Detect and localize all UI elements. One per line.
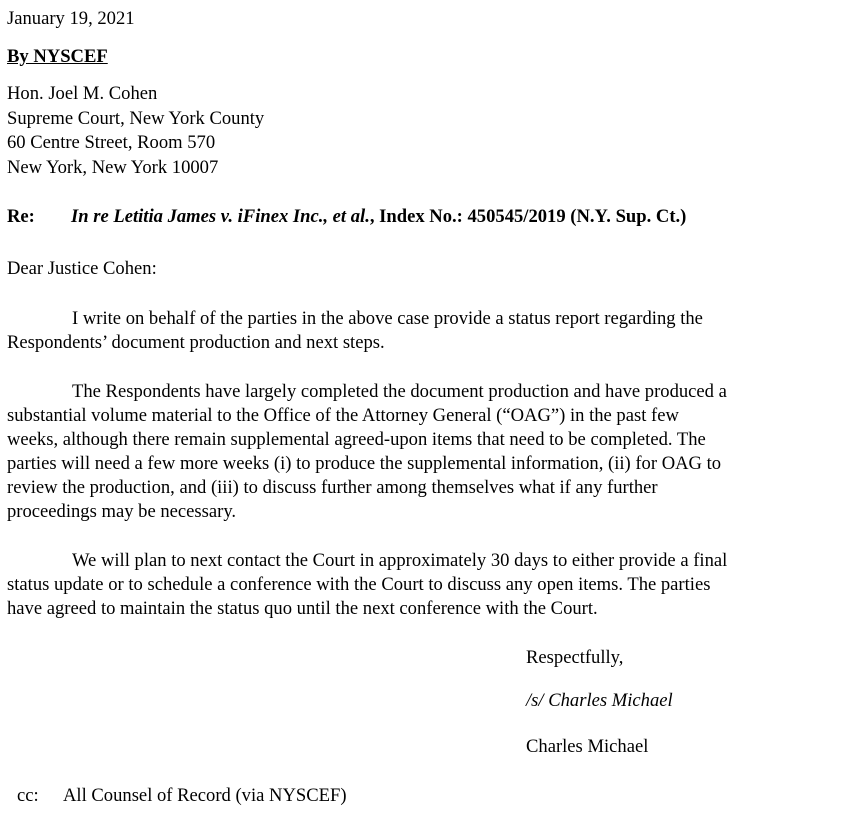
delivery-method: By NYSCEF [7,46,108,67]
body-paragraph [7,307,841,355]
recipient-name: Hon. Joel M. Cohen [7,83,158,104]
recipient-city: New York, New York 10007 [7,156,219,178]
paragraph-line: substantial volume material to the Office of the Attorney General (“OAG”) in the past few [7,405,679,426]
recipient-court: Supreme Court, New York County [7,107,265,129]
re-label: Re: [7,206,35,227]
paragraph-line: The Respondents have largely completed the document production and have produced a [72,381,727,402]
cc-label: cc: [17,785,39,806]
body-paragraph [7,380,841,524]
paragraph-line: I write on behalf of the parties in the above case provide a status report regarding the [72,308,703,329]
recipient-street: 60 Centre Street, Room 570 [7,132,216,153]
salutation: Dear Justice Cohen: [7,258,157,279]
cc-recipients: All Counsel of Record (via NYSCEF) [63,785,347,806]
paragraph-line: Respondents’ document production and next steps. [7,332,385,353]
paragraph-line: proceedings may be necessary. [7,501,237,522]
paragraph-line: parties will need a few more weeks (i) to produce the supplemental information, (ii) for OAG to [7,453,722,474]
signer-name: Charles Michael [526,736,649,757]
cc-line [17,784,347,808]
paragraph-line: weeks, although there remain supplemental agreed-upon items that need to be completed. The [7,429,706,450]
paragraph-line: We will plan to next contact the Court in approximately 30 days to either provide a final [72,550,728,571]
closing: Respectfully, [526,647,624,668]
paragraph-line: have agreed to maintain the status quo until the next conference with the Court. [7,598,598,619]
case-index: , Index No.: 450545/2019 (N.Y. Sup. Ct.) [369,206,687,227]
letter-date: January 19, 2021 [7,8,135,29]
recipient-address [7,82,264,180]
body-paragraph [7,549,841,621]
paragraph-line: review the production, and (iii) to discuss further among themselves what if any further [7,477,658,498]
re-line [7,205,686,229]
signature: /s/ Charles Michael [526,690,673,711]
case-name: In re Letitia James v. iFinex Inc., et al. [71,206,370,227]
paragraph-line: status update or to schedule a conference with the Court to discuss any open items. The parties [7,574,711,595]
